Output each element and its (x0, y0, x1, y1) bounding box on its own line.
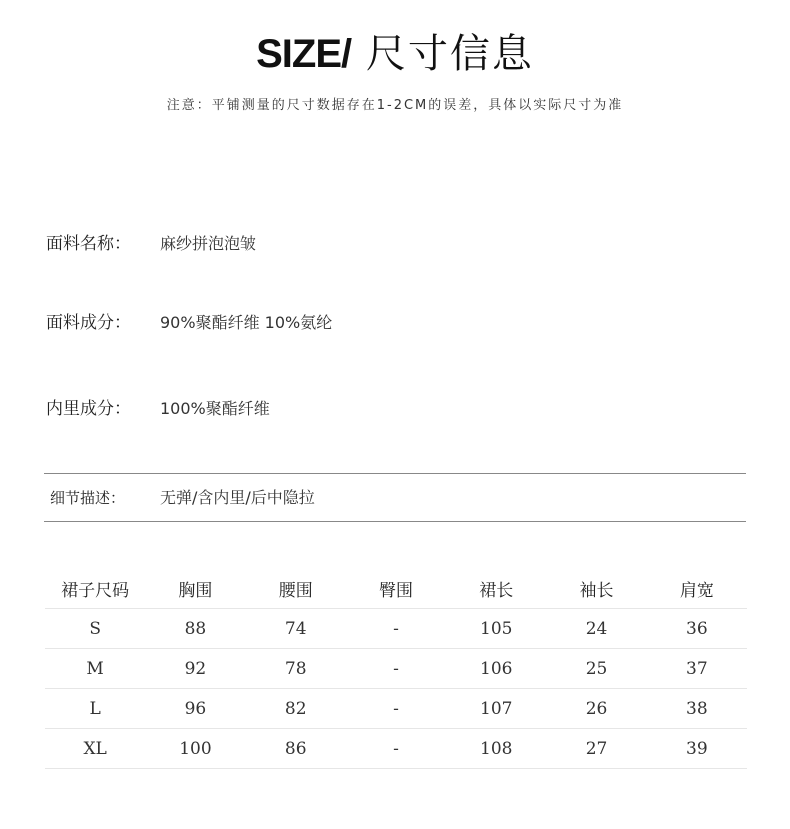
divider-bottom (44, 521, 746, 522)
header-shoulder-width: 肩宽 (647, 569, 747, 609)
cell-size: M (45, 649, 145, 689)
cell-waist: 74 (246, 609, 346, 649)
cell-hip: - (346, 609, 446, 649)
cell-bust: 92 (145, 649, 245, 689)
page-title-latin: SIZE/ (256, 32, 352, 76)
fabric-composition-value: 90%聚酯纤维 10%氨纶 (160, 313, 333, 332)
cell-hip: - (346, 649, 446, 689)
fabric-composition-row (46, 311, 332, 335)
cell-shoulder-width: 39 (647, 729, 747, 769)
cell-bust: 100 (145, 729, 245, 769)
lining-composition-row (46, 397, 270, 421)
cell-skirt-length: 108 (446, 729, 546, 769)
detail-value: 无弹/含内里/后中隐拉 (160, 488, 315, 507)
page-title-cjk: 尺寸信息 (351, 31, 534, 77)
detail-row (46, 486, 315, 510)
measurement-note: 注意：平铺测量的尺寸数据存在1-2CM的误差，具体以实际尺寸为准 (166, 98, 624, 113)
fabric-composition-label: 面料成分： (46, 313, 131, 333)
header-bust: 胸围 (145, 569, 245, 609)
cell-shoulder-width: 37 (647, 649, 747, 689)
cell-sleeve-length: 25 (546, 649, 646, 689)
cell-shoulder-width: 36 (647, 609, 747, 649)
cell-waist: 82 (246, 689, 346, 729)
header-waist: 腰围 (246, 569, 346, 609)
page-title (0, 30, 790, 78)
size-table (45, 569, 747, 769)
header-sleeve-length: 袖长 (546, 569, 646, 609)
cell-hip: - (346, 729, 446, 769)
cell-sleeve-length: 27 (546, 729, 646, 769)
fabric-name-row (46, 232, 256, 256)
cell-skirt-length: 105 (446, 609, 546, 649)
cell-size: L (45, 689, 145, 729)
cell-waist: 86 (246, 729, 346, 769)
cell-skirt-length: 106 (446, 649, 546, 689)
table-row (45, 649, 747, 689)
table-row (45, 729, 747, 769)
divider-top (44, 473, 746, 474)
cell-sleeve-length: 26 (546, 689, 646, 729)
fabric-name-label: 面料名称： (46, 234, 131, 254)
lining-composition-label: 内里成分： (46, 399, 131, 419)
cell-sleeve-length: 24 (546, 609, 646, 649)
cell-waist: 78 (246, 649, 346, 689)
cell-bust: 96 (145, 689, 245, 729)
cell-bust: 88 (145, 609, 245, 649)
cell-skirt-length: 107 (446, 689, 546, 729)
cell-size: S (45, 609, 145, 649)
table-row (45, 689, 747, 729)
cell-size: XL (45, 729, 145, 769)
header-skirt-length: 裙长 (446, 569, 546, 609)
lining-composition-value: 100%聚酯纤维 (160, 399, 270, 418)
size-table-header (45, 569, 747, 609)
table-row (45, 609, 747, 649)
detail-label: 细节描述： (50, 489, 126, 507)
cell-hip: - (346, 689, 446, 729)
header-size: 裙子尺码 (45, 569, 145, 609)
fabric-name-value: 麻纱拼泡泡皱 (160, 234, 257, 253)
cell-shoulder-width: 38 (647, 689, 747, 729)
header-hip: 臀围 (346, 569, 446, 609)
